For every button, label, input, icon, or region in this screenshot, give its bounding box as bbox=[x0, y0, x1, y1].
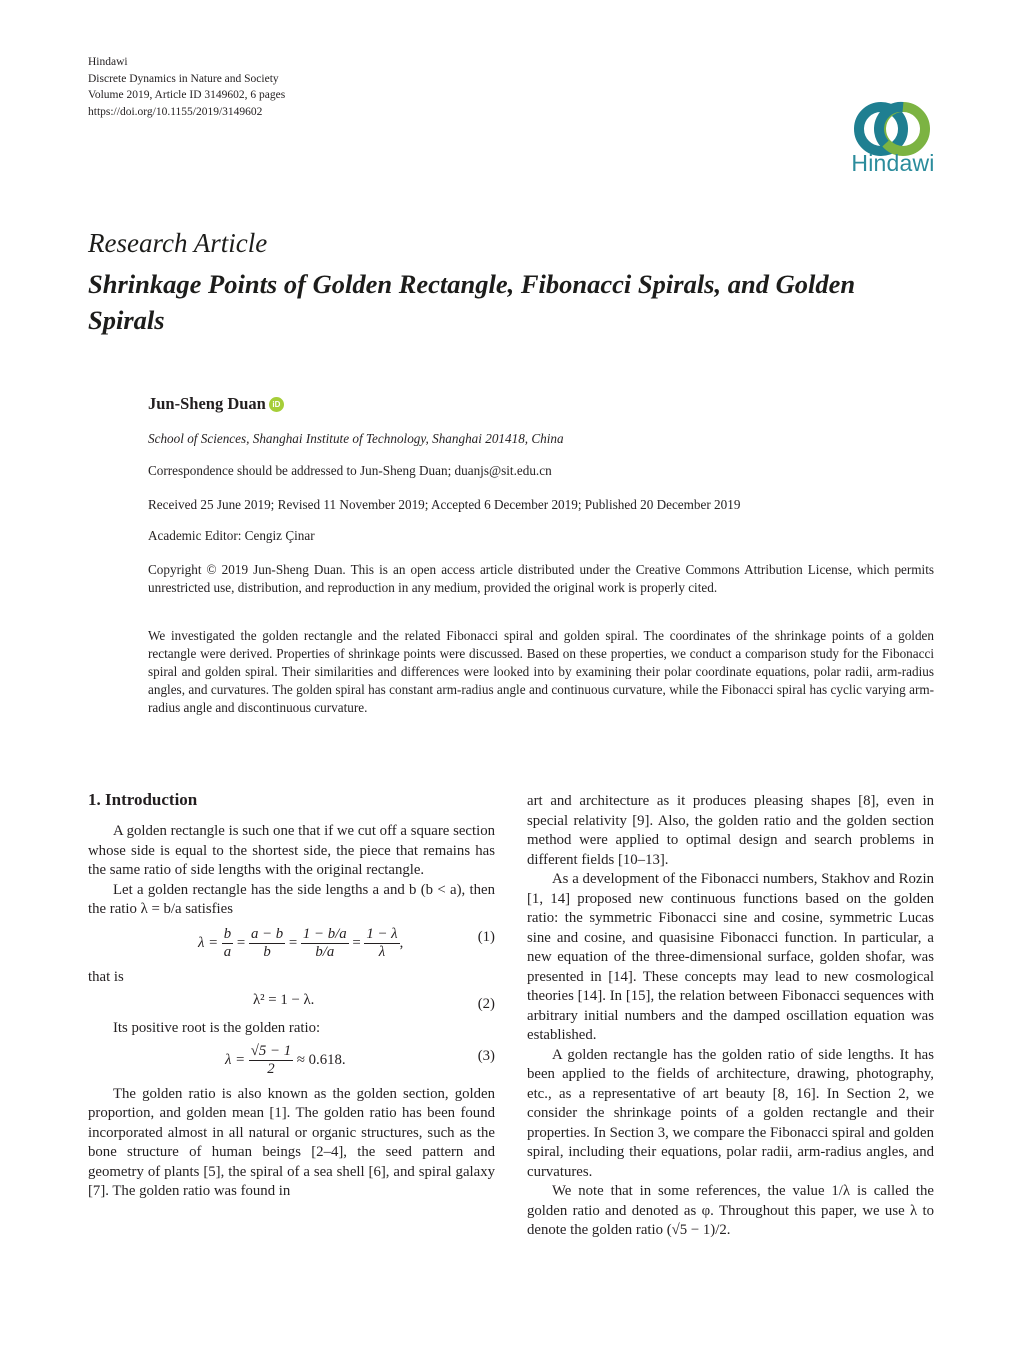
equation-number: (2) bbox=[477, 996, 495, 1012]
paragraph: The golden ratio is also known as the golden section, golden proportion, and golden mean [1]. The golden ratio has been found incorporated almost in all natural or organic structures, such as the bone structure of human beings [2–4], the seed pattern and geometry of plants [5], the spiral of a sea shell [6], and spiral galaxy [7]. The golden ratio was found in bbox=[88, 1085, 495, 1199]
equation-number: (1) bbox=[477, 928, 495, 945]
volume-info: Volume 2019, Article ID 3149602, 6 pages bbox=[88, 89, 286, 101]
paragraph: that is bbox=[88, 968, 124, 985]
academic-editor: Academic Editor: Cengiz Çinar bbox=[148, 528, 315, 543]
copyright: Copyright © 2019 Jun-Sheng Duan. This is an open access article distributed under the Creative Commons Attribution License, which permits unrestricted use, distribution, and reproduction in any medium, provided the original work is properly cited. bbox=[148, 562, 934, 595]
equation-number: (3) bbox=[477, 1047, 495, 1064]
publication-dates: Received 25 June 2019; Revised 11 November 2019; Accepted 6 December 2019; Published 20 December 2019 bbox=[148, 497, 741, 512]
author-line bbox=[148, 394, 284, 414]
orcid-icon[interactable]: iD bbox=[269, 397, 284, 412]
paragraph: A golden rectangle is such one that if we cut off a square section whose side is equal to the shortest side, the piece that remains has the same ratio of side lengths with the original rectangle. bbox=[88, 823, 495, 878]
paper-title: Shrinkage Points of Golden Rectangle, Fibonacci Spirals, and Golden Spirals bbox=[88, 269, 856, 335]
journal-name: Discrete Dynamics in Nature and Society bbox=[88, 72, 279, 85]
equation-3: λ = $\frac{√5 - 1}{2}$ ≈ 0.618. (3) bbox=[225, 1042, 495, 1077]
equation-2: λ² = 1 − λ. (2) bbox=[88, 991, 495, 1015]
equation-1: λ = $\frac{b}{a}$ = $\frac{a - b}{b}$ = $\frac{1 - b/a}{b/a}$ = $\frac{1 - \lambda}{\lambda}$ , (1) bbox=[198, 925, 495, 960]
paragraph: art and architecture as it produces pleasing shapes [8], even in special relativity [9]. Also, the golden ratio and the golden section method were applied to optimal design and search problems in different fields [10–13]. bbox=[527, 793, 934, 868]
journal-info bbox=[88, 54, 285, 120]
publisher: Hindawi bbox=[88, 56, 128, 68]
paragraph: A golden rectangle has the golden ratio of side lengths. It has been applied to the fields of architecture, drawing, photography, etc., as a representative of art beauty [8, 16]. In Section 2, we consider the shrinkage points of a golden rectangle and their properties. In Section 3, we compare the Fibonacci spiral and golden spiral, including their equations, polar radii, arm-radius angles, and curvatures. bbox=[527, 1046, 934, 1180]
left-column bbox=[88, 788, 495, 1202]
section-heading: 1. Introduction bbox=[88, 790, 198, 809]
author-name[interactable]: Jun-Sheng Duan bbox=[148, 394, 266, 413]
correspondence: Correspondence should be addressed to Jun-Sheng Duan; duanjs@sit.edu.cn bbox=[148, 463, 552, 478]
abstract: We investigated the golden rectangle and the related Fibonacci spiral and golden spiral. The coordinates of the shrinkage points of a golden rectangle were derived. Properties of shrinkage points were discussed. Based on these properties, we conduct a comparison study for the Fibonacci spiral and golden spiral. Their similarities and differences were looked into by examining their polar coordinate equations, polar radii, arm-radius angles, and curvatures. The golden spiral has constant arm-radius angle and continuous curvature, while the Fibonacci spiral has cyclic varying arm-radius angle and discontinuous curvature. bbox=[148, 628, 934, 715]
affiliation: School of Sciences, Shanghai Institute of Technology, Shanghai 201418, China bbox=[148, 431, 564, 446]
paragraph: Its positive root is the golden ratio: bbox=[113, 1020, 321, 1036]
logo-wordmark: Hindawi bbox=[851, 150, 935, 176]
doi-link[interactable]: https://doi.org/10.1155/2019/3149602 bbox=[88, 105, 263, 118]
right-column bbox=[527, 792, 934, 1241]
paragraph: As a development of the Fibonacci numbers, Stakhov and Rozin [1, 14] proposed new continuous functions based on the golden ratio: the symmetric Fibonacci sine and cosine, symmetric Lucas sine and cosine, and quasisine Fibonacci function. In particular, a new equation of the three-dimensional surface, golden shofar, was presented in [14]. These concepts may lead to new cosmological theories [14]. In [15], the relation between Fibonacci sequences with arbitrary initial numbers and the damped oscillation equation was established. bbox=[527, 871, 934, 1043]
paragraph: Let a golden rectangle has the side lengths a and b (b < a), then the ratio λ = b/a satisfies bbox=[88, 881, 495, 917]
article-type: Research Article bbox=[88, 228, 268, 258]
paragraph: We note that in some references, the value 1/λ is called the golden ratio and denoted as φ. Throughout this paper, we use λ to denote the golden ratio (√5 − 1)/2. bbox=[527, 1183, 934, 1238]
